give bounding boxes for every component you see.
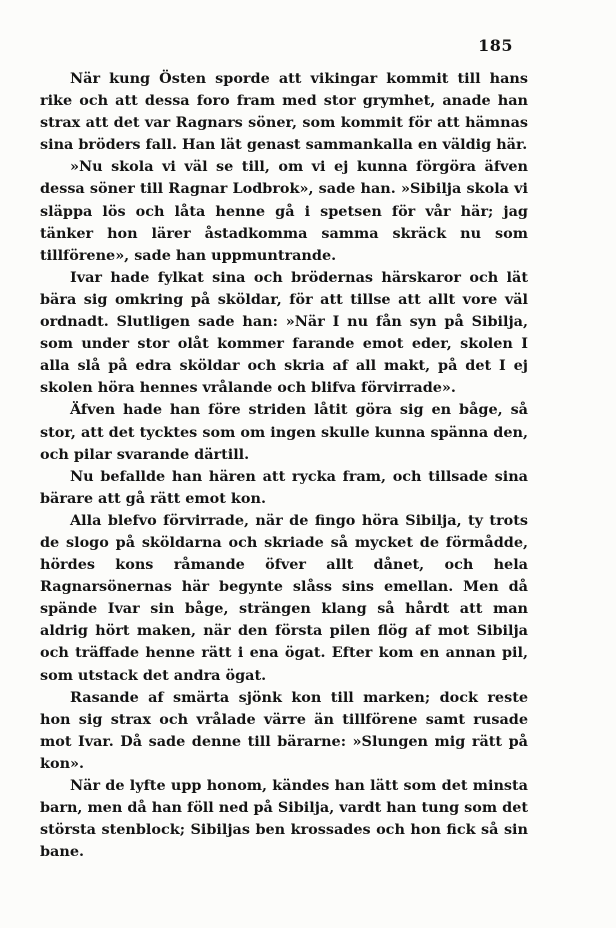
- paragraph-3: Ivar hade fylkat sina och brödernas härskaror och lät bära sig omkring på sköldar, för att tillse att allt vore väl ordnadt. Slutligen sade han: »När I nu fån syn på Sibilja, som under stor olåt kommer farande emot eder, skolen I alla slå på edra sköldar och skria af all makt, på det I ej skolen höra hennes vrålande och blifva förvirrade».: [40, 268, 528, 397]
- paragraph-7: Rasande af smärta sjönk kon till marken; dock reste hon sig strax och vrålade värre än tillförene samt rusade mot Ivar. Då sade denne till bärarne: »Slungen mig rätt på kon».: [40, 688, 528, 772]
- paragraph-5: Nu befallde han hären att rycka fram, och tillsade sina bärare att gå rätt emot kon.: [40, 467, 528, 507]
- paragraph-2: »Nu skola vi väl se till, om vi ej kunna förgöra äfven dessa söner till Ragnar Lodbrok», sade han. »Sibilja skola vi släppa lös och låta henne gå i spetsen för vår här; jag tänker hon lärer åstadkomma samma skräck nu som tillförene», sade han uppmuntrande.: [40, 158, 528, 264]
- paragraph-4: Äfven hade han före striden låtit göra sig en båge, så stor, att det tycktes som om ingen skulle kunna spänna den, och pilar svarande därtill.: [40, 401, 528, 463]
- body-text: [40, 68, 528, 863]
- paragraph-8: När de lyfte upp honom, kändes han lätt som det minsta barn, men då han föll ned på Sibilja, vardt han tung som det största stenblock; Sibiljas ben krossades och hon fick så sin bane.: [40, 777, 528, 861]
- page-number: 185: [478, 36, 513, 55]
- paragraph-1: När kung Östen sporde att vikingar kommit till hans rike och att dessa foro fram med stor grymhet, anade han strax att det var Ragnars söner, som kommit för att hämnas sina bröders fall. Han lät genast sammankalla en väldig här.: [40, 70, 528, 154]
- paragraph-6: Alla blefvo förvirrade, när de fingo höra Sibilja, ty trots de slogo på sköldarna och skriade så mycket de förmådde, hördes kons råmande öfver allt dånet, och hela Ragnarsönernas här begynte slåss sins emellan. Men då spände Ivar sin båge, strängen klang så hårdt att man aldrig hört maken, när den första pilen flög af mot Sibilja och träffade henne rätt i ena ögat. Efter kom en annan pil, som utstack det andra ögat.: [40, 511, 528, 684]
